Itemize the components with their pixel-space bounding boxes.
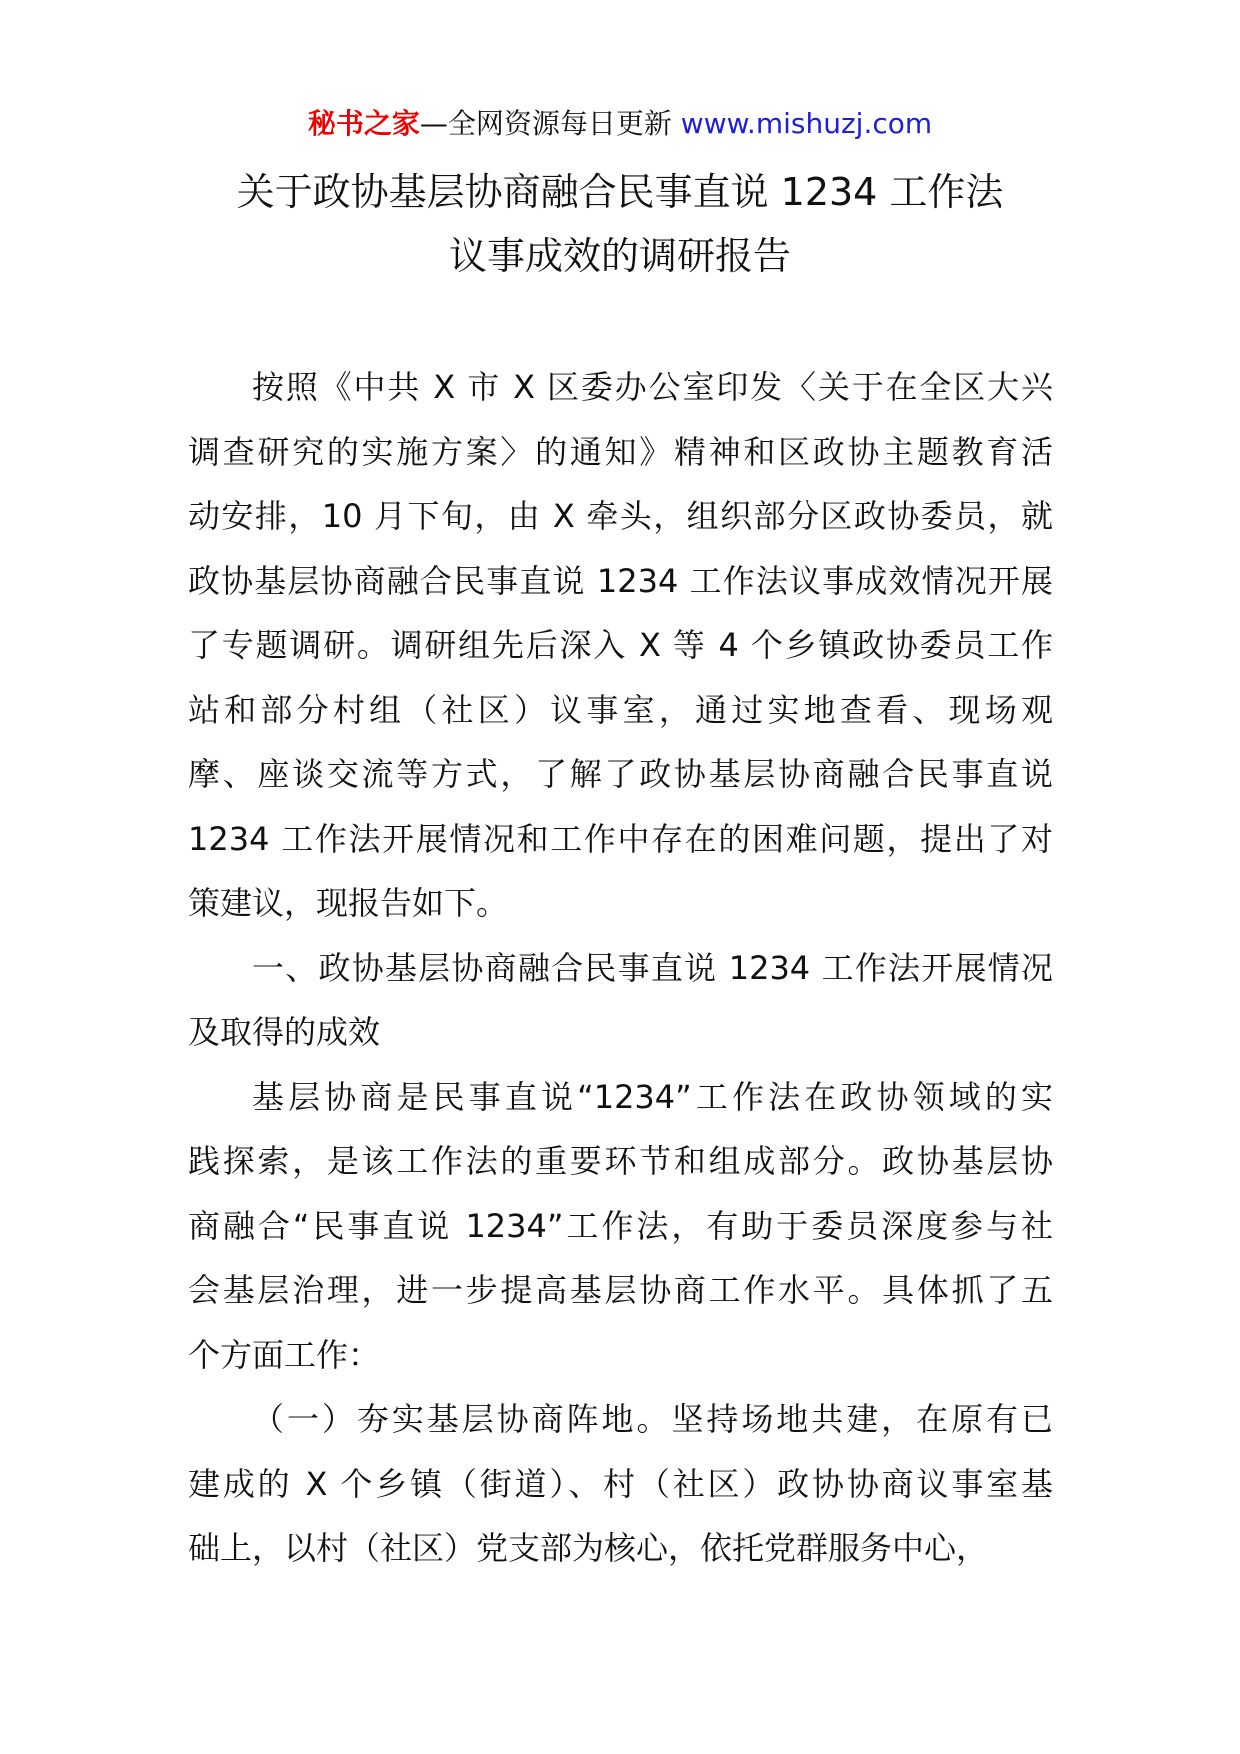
body-line: 础上，以村（社区）党支部为核心，依托党群服务中心， — [188, 1529, 989, 1567]
body-line: 基层协商是民事直说“1234”工作法在政协领域的实 — [252, 1077, 1053, 1116]
body-line: 调查研究的实施方案〉的通知》精神和区政协主题教育活 — [188, 432, 1053, 471]
header-tagline: —全网资源每日更新 — [419, 107, 672, 140]
section-heading-line: 及取得的成效 — [188, 1013, 381, 1051]
section-heading-line: 一、政协基层协商融合民事直说 1234 工作法开展情况 — [252, 948, 1053, 987]
document-title-line-1: 关于政协基层协商融合民事直说 1234 工作法 — [236, 170, 1004, 214]
document-body — [188, 355, 1053, 1581]
body-line: 摩、座谈交流等方式，了解了政协基层协商融合民事直说 — [188, 755, 1053, 793]
body-line: 践探索，是该工作法的重要环节和组成部分。政协基层协 — [188, 1142, 1053, 1180]
body-line: 商融合“民事直说 1234”工作法，有助于委员深度参与社 — [188, 1206, 1053, 1245]
body-line: 会基层治理，进一步提高基层协商工作水平。具体抓了五 — [188, 1271, 1053, 1309]
site-header — [0, 104, 1240, 144]
body-line: （一）夯实基层协商阵地。坚持场地共建，在原有已 — [252, 1400, 1053, 1438]
brand-name: 秘书之家 — [307, 107, 420, 140]
body-line: 站和部分村组（社区）议事室，通过实地查看、现场观 — [188, 690, 1053, 729]
body-line: 政协基层协商融合民事直说 1234 工作法议事成效情况开展 — [188, 561, 1053, 600]
site-url-link[interactable]: www.mishuzj.com — [680, 107, 933, 140]
document-title-line-2: 议事成效的调研报告 — [448, 234, 791, 278]
body-line: 策建议，现报告如下。 — [188, 884, 509, 922]
body-line: 了专题调研。调研组先后深入 X 等 4 个乡镇政协委员工作 — [188, 626, 1053, 664]
body-line: 建成的 X 个乡镇（街道）、村（社区）政协协商议事室基 — [188, 1464, 1053, 1503]
body-line: 按照《中共 X 市 X 区委办公室印发〈关于在全区大兴 — [252, 368, 1053, 406]
body-line: 1234 工作法开展情况和工作中存在的困难问题，提出了对 — [188, 819, 1053, 858]
body-line: 个方面工作： — [188, 1335, 381, 1374]
body-line: 动安排，10 月下旬，由 X 牵头，组织部分区政协委员，就 — [188, 497, 1053, 535]
